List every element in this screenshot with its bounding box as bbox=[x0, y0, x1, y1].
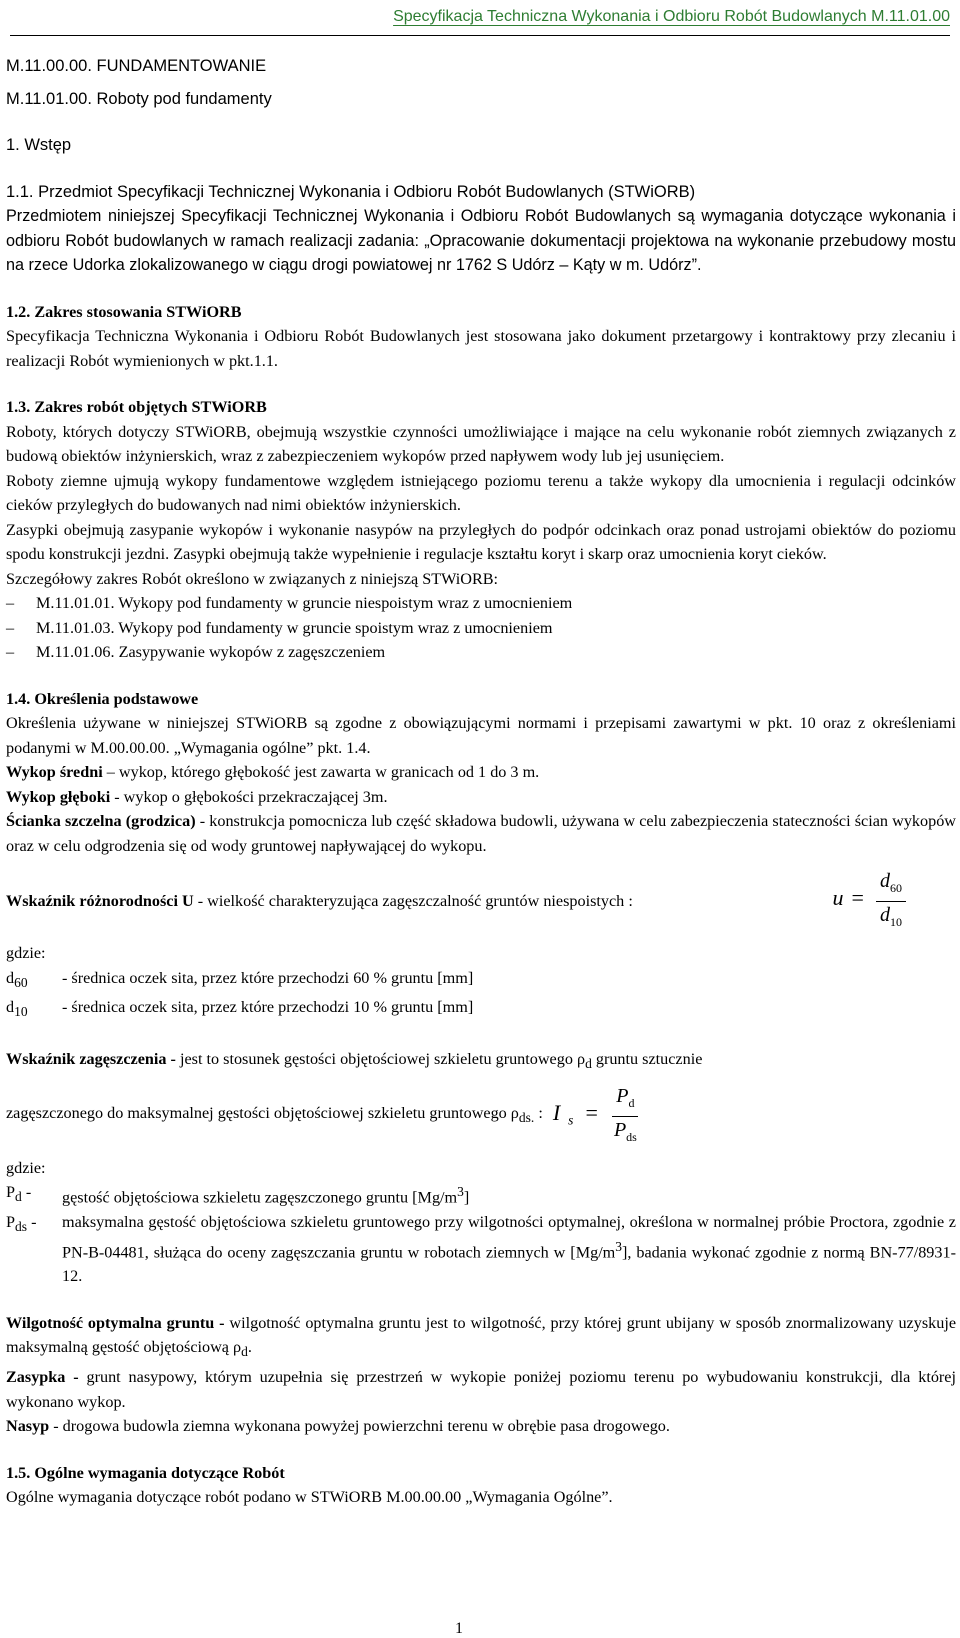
list-item: – M.11.01.01. Wykopy pod fundamenty w gruncie niespoistym wraz z umocnieniem bbox=[6, 594, 573, 612]
def-scianka: Ścianka szczelna (grodzica) - konstrukcja pomocnicza lub część składowa budowli, używana w celu zabezpieczenia stateczności ścian wykopów oraz w celu odgrodzenia się od wody gruntowej napływającej do wykopu. bbox=[6, 812, 956, 855]
formula-is: I $_s$ = $\frac{P_d}{P_{ds}}$ bbox=[552, 1084, 637, 1144]
heading-1-5: 1.5. Ogólne wymagania dotyczące Robót bbox=[6, 1463, 285, 1482]
def-wykop-gleboki: Wykop głęboki - wykop o głębokości przekraczającej 3m. bbox=[6, 787, 388, 806]
paragraph-1-3-a: Roboty, których dotyczy STWiORB, obejmują wszystkie czynności umożliwiające i mające na celu wykonanie robót ziemnych związanych z budową obiektów inżynierskich, wraz z zabezpieczeniem wykopów przed napływem wody lub jej usunięciem. bbox=[6, 422, 956, 465]
def-d60: $d_{60}$ - średnica oczek sita, przez które przechodzi 60 % gruntu [mm] bbox=[6, 968, 474, 990]
def-wskaznik-zag-cont: zagęszczonego do maksymalnej gęstości objętościowej szkieletu gruntowego $\rho_{ds.}$ : I $_s$ = $\frac{P_d}{P_{ds}}$ bbox=[6, 1083, 956, 1150]
heading-1-1: 1.1. Przedmiot Specyfikacji Technicznej Wykonania i Odbioru Robót Budowlanych (STWiORB) bbox=[6, 182, 696, 201]
def-d10: $d_{10}$ - średnica oczek sita, przez które przechodzi 10 % gruntu [mm] bbox=[6, 998, 474, 1020]
page-number: 1 bbox=[455, 1620, 463, 1637]
def-wykop-sredni: Wykop średni – wykop, którego głębokość jest zawarta w granicach od 1 do 3 m. bbox=[6, 763, 540, 781]
label-where: gdzie: bbox=[6, 944, 46, 962]
label-where-2: gdzie: bbox=[6, 1158, 46, 1177]
def-pds: $P_{ds}$ - maksymalna gęstość objętościowa szkieletu gruntowego przy wilgotności optymalnej, określona w normalnej próbie Proctora, zgodnie z PN-B-04481, służąca do oceny zagęszczania gruntu w robotach ziemnych w $[Mg/m^3]$, badania wykonać zgodnie z normą BN-77/8931-12. bbox=[6, 1213, 956, 1286]
list-item: – M.11.01.03. Wykopy pod fundamenty w gruncie spoistym wraz z umocnieniem bbox=[6, 618, 553, 637]
formula-u: u = $\frac{d_{60}}{d_{10}}$ bbox=[833, 868, 906, 935]
paragraph-1-2: Specyfikacja Techniczna Wykonania i Odbioru Robót Budowlanych jest stosowana jako dokument przetargowy i kontraktowy przy zlecaniu i realizacji Robót wymienionych w pkt.1.1. bbox=[6, 327, 956, 370]
heading-1-4: 1.4. Określenia podstawowe bbox=[6, 689, 199, 708]
paragraph-1-4: Określenia używane w niniejszej STWiORB są zgodne z obowiązującymi normami i przepisami zawartymi w pkt. 10 oraz z określeniami podanymi w M.00.00.00. „Wymagania ogólne” pkt. 1.4. bbox=[6, 714, 956, 757]
def-wskaznik-zag: Wskaźnik zagęszczenia - jest to stosunek gęstości objętościowej szkieletu gruntowego $\rho_d$ gruntu sztucznie bbox=[6, 1049, 703, 1072]
paragraph-1-3-c: Zasypki obejmują zasypanie wykopów i wykonanie nasypów na przyległych do podpór odcinkach oraz ponad ustrojami obiektów do poziomu spodu konstrukcji jezdni. Zasypki obejmują także wypełnienie i regulacje kształtu koryt i skarp oraz umocnienia koryt cieków. bbox=[6, 520, 956, 563]
def-pd: $P_d$ - gęstość objętościowa szkieletu zagęszczonego gruntu $[Mg/m^3]$ bbox=[6, 1183, 470, 1207]
list-item: – M.11.01.06. Zasypywanie wykopów z zagęszczeniem bbox=[6, 643, 386, 661]
paragraph-1-3-d: Szczegółowy zakres Robót określono w związanych z niniejszą STWiORB: bbox=[6, 569, 499, 588]
def-wilgotnosc: Wilgotność optymalna gruntu - wilgotność optymalna gruntu jest to wilgotność, przy której grunt ubijany w sposób znormalizowany uzyskuje maksymalną gęstość objętościową $\rho_d$. bbox=[6, 1313, 957, 1360]
paragraph-1-5: Ogólne wymagania dotyczące robót podano w STWiORB M.00.00.00 „Wymagania Ogólne”. bbox=[6, 1488, 613, 1507]
paragraph-1-1: Przedmiotem niniejszej Specyfikacji Technicznej Wykonania i Odbioru Robót Budowlanych są wymagania dotyczące wykonania i odbioru Robót budowlanych w ramach realizacji zadania: „Opracowanie dokumentacji projektowa na wykonanie przebudowy mostu na rzece Udorka zlokalizowanego w ciągu drogi powiatowej nr 1762 S Udórz – Kąty w m. Udórz”. bbox=[6, 207, 956, 274]
def-zasypka: Zasypka - grunt nasypowy, którym uzupełnia się przestrzeń w wykopie poniżej poziomu terenu po wybudowaniu konstrukcji, dla której wykonano wykop. bbox=[6, 1368, 956, 1411]
def-wskaznik-u: Wskaźnik różnorodności U - wielkość charakteryzująca zagęszczalność gruntów niespoistych : u = $\frac{d_{60}}{d_{10}}$ bbox=[6, 868, 956, 935]
heading-1-3: 1.3. Zakres robót objętych STWiORB bbox=[6, 398, 267, 416]
heading-intro: 1. Wstęp bbox=[6, 136, 72, 154]
title-chapter: M.11.00.00. FUNDAMENTOWANIE bbox=[6, 57, 267, 75]
def-nasyp: Nasyp - drogowa budowla ziemna wykonana powyżej powierzchni terenu w obrębie pasa drogowego. bbox=[6, 1417, 670, 1436]
related-spec-list bbox=[6, 591, 956, 665]
document-body bbox=[6, 54, 956, 1510]
header-divider bbox=[10, 35, 950, 36]
paragraph-1-3-b: Roboty ziemne ujmują wykopy fundamentowe względem istniejącego poziomu terenu a także wykopy dla umocnienia i regulacji odcinków cieków przyległych do budowanych nad nimi obiektów inżynierskich. bbox=[6, 471, 956, 514]
heading-1-2: 1.2. Zakres stosowania STWiORB bbox=[6, 302, 242, 321]
title-section: M.11.01.00. Roboty pod fundamenty bbox=[6, 89, 272, 108]
running-header: Specyfikacja Techniczna Wykonania i Odbioru Robót Budowlanych M.11.01.00 bbox=[393, 8, 950, 25]
